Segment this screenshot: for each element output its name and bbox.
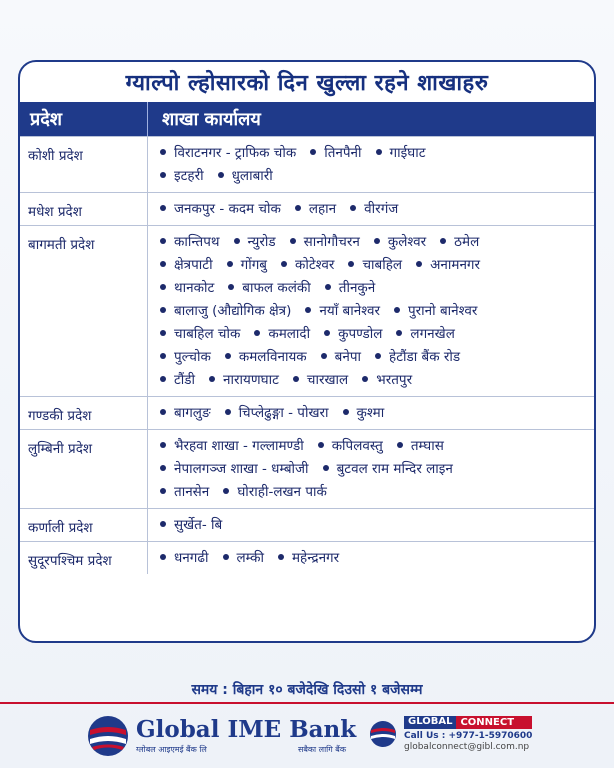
bullet-icon <box>160 149 166 155</box>
bullet-icon <box>350 205 356 211</box>
branch-line <box>158 198 586 221</box>
branch-name: तीनकुने <box>338 280 376 296</box>
branch-list <box>148 430 594 508</box>
branch-name: नयाँ बानेश्वर <box>319 303 380 319</box>
bullet-icon <box>209 376 215 382</box>
branch-name: तिनपैनी <box>324 145 362 161</box>
bullet-icon <box>160 353 166 359</box>
branch-name: कमलादी <box>268 326 311 342</box>
province-name: गण्डकी प्रदेश <box>20 397 148 429</box>
bank-name-nepali: ग्लोबल आइएमई बैंक लि <box>136 744 207 754</box>
branch-line <box>158 323 586 346</box>
page-title: ग्याल्पो ल्होसारको दिन खुल्ला रहने शाखाहरु <box>125 71 489 96</box>
branch-name: भरतपुर <box>376 372 413 388</box>
bullet-icon <box>225 409 231 415</box>
branch-name: नेपालगञ्ज शाखा - धम्बोजी <box>174 461 309 477</box>
province-name: सुदूरपश्चिम प्रदेश <box>20 542 148 574</box>
bullet-icon <box>440 238 446 244</box>
bank-slogan: सबैका लागि बैंक <box>297 744 346 754</box>
divider <box>0 702 614 704</box>
branch-name: लम्की <box>236 550 264 566</box>
branch-name: सुर्खेत- बि <box>174 517 223 533</box>
global-ime-logo <box>86 714 356 758</box>
branch-name: क्षेत्रपाटी <box>174 257 213 273</box>
bullet-icon <box>396 330 402 336</box>
province-name: लुम्बिनी प्रदेश <box>20 430 148 508</box>
bullet-icon <box>234 238 240 244</box>
branch-name: पुल्चोक <box>174 349 211 365</box>
bullet-icon <box>323 465 329 471</box>
branch-line <box>158 481 586 504</box>
bullet-icon <box>305 307 311 313</box>
header-province: प्रदेश <box>20 102 148 136</box>
branch-name: वीरगंज <box>364 201 399 217</box>
bullet-icon <box>343 409 349 415</box>
branch-name: थानकोट <box>174 280 215 296</box>
branch-name: टौंडी <box>174 372 196 388</box>
branch-name: धुलाबारी <box>231 168 273 184</box>
branch-name: बाफल कलंकी <box>242 280 311 296</box>
branch-name: गाईघाट <box>389 145 426 161</box>
branch-name: अनामनगर <box>430 257 481 273</box>
branch-name: चाबहिल <box>362 257 403 273</box>
table-row <box>20 508 594 541</box>
bullet-icon <box>160 409 166 415</box>
branch-name: कपिलवस्तु <box>331 438 383 454</box>
branch-line <box>158 514 586 537</box>
branch-line <box>158 277 586 300</box>
table-header <box>20 102 594 136</box>
bullet-icon <box>374 238 380 244</box>
bullet-icon <box>310 149 316 155</box>
bullet-icon <box>160 238 166 244</box>
branch-name: बनेपा <box>334 349 362 365</box>
branch-name: तम्घास <box>410 438 444 454</box>
bullet-icon <box>394 307 400 313</box>
email-address: globalconnect@gibl.com.np <box>404 742 530 752</box>
time-note: समय : बिहान १० बजेदेखि दिउसो १ बजेसम्म <box>191 682 423 698</box>
table-row <box>20 136 594 192</box>
globe-icon <box>86 714 130 758</box>
branch-line <box>158 346 586 369</box>
bullet-icon <box>160 205 166 211</box>
bullet-icon <box>227 261 233 267</box>
table-body <box>20 136 594 574</box>
bullet-icon <box>290 238 296 244</box>
branch-name: हेटौंडा बैंक रोड <box>389 349 461 365</box>
branch-name: इटहरी <box>174 168 204 184</box>
branch-name: घोराही-लखन पार्क <box>237 484 327 500</box>
branch-list <box>148 509 594 541</box>
table-row <box>20 429 594 508</box>
branch-line <box>158 369 586 392</box>
branch-name: कोटेश्वर <box>295 257 335 273</box>
bullet-icon <box>160 554 166 560</box>
bullet-icon <box>281 261 287 267</box>
branch-name: विराटनगर - ट्राफिक चोक <box>174 145 297 161</box>
bullet-icon <box>325 284 331 290</box>
province-name: बागमती प्रदेश <box>20 226 148 396</box>
branch-name: न्युरोड <box>247 234 276 250</box>
bullet-icon <box>160 330 166 336</box>
branch-line <box>158 300 586 323</box>
bullet-icon <box>416 261 422 267</box>
branch-name: चिप्लेढुङ्गा - पोखरा <box>238 405 329 421</box>
branch-name: ठमेल <box>454 234 480 250</box>
bullet-icon <box>375 353 381 359</box>
bullet-icon <box>228 284 234 290</box>
connect-globe-icon <box>368 719 398 749</box>
bullet-icon <box>160 307 166 313</box>
bullet-icon <box>160 172 166 178</box>
header-branch: शाखा कार्यालय <box>162 109 261 130</box>
bullet-icon <box>225 353 231 359</box>
bullet-icon <box>160 284 166 290</box>
bullet-icon <box>160 521 166 527</box>
bullet-icon <box>254 330 260 336</box>
bullet-icon <box>376 149 382 155</box>
branch-list <box>148 226 594 396</box>
branch-list <box>148 542 594 574</box>
branch-line <box>158 547 586 570</box>
province-name: कोशी प्रदेश <box>20 137 148 192</box>
bank-name: Global IME Bank <box>136 715 357 743</box>
branch-name: कुश्मा <box>356 405 385 421</box>
branch-name: बुटवल राम मन्दिर लाइन <box>336 461 453 477</box>
bullet-icon <box>362 376 368 382</box>
global-connect-badge: GLOBAL CONNECT <box>404 716 532 729</box>
bullet-icon <box>324 330 330 336</box>
branch-name: लहान <box>308 201 337 217</box>
branch-line <box>158 165 586 188</box>
branch-name: नारायणघाट <box>223 372 279 388</box>
branch-line <box>158 142 586 165</box>
bullet-icon <box>278 554 284 560</box>
branch-name: बालाजु (औद्योगिक क्षेत्र) <box>174 303 292 319</box>
branch-name: कान्तिपथ <box>174 234 220 250</box>
branch-list <box>148 137 594 192</box>
province-name: मधेश प्रदेश <box>20 193 148 225</box>
bullet-icon <box>160 465 166 471</box>
branch-line <box>158 435 586 458</box>
branch-name: गोंगबु <box>240 257 268 273</box>
branch-name: पुरानो बानेश्वर <box>407 303 478 319</box>
footer <box>0 706 614 768</box>
bullet-icon <box>348 261 354 267</box>
branch-line <box>158 254 586 277</box>
branch-name: चाबहिल चोक <box>174 326 241 342</box>
bullet-icon <box>160 376 166 382</box>
phone-number: Call Us : +977-1-5970600 <box>404 731 533 741</box>
branch-name: कमलविनायक <box>238 349 307 365</box>
table-row <box>20 396 594 429</box>
bullet-icon <box>223 554 229 560</box>
branches-card <box>18 60 596 643</box>
branch-name: कुपण्डोल <box>338 326 383 342</box>
bullet-icon <box>295 205 301 211</box>
table-row <box>20 192 594 225</box>
branch-name: चारखाल <box>306 372 349 388</box>
branch-name: सानोगौचरन <box>303 234 360 250</box>
branch-line <box>158 231 586 254</box>
table-row <box>20 541 594 574</box>
bullet-icon <box>160 488 166 494</box>
bullet-icon <box>218 172 224 178</box>
global-connect-block <box>368 716 532 752</box>
branch-name: तानसेन <box>174 484 210 500</box>
branch-line <box>158 402 586 425</box>
bullet-icon <box>321 353 327 359</box>
branch-name: भैरहवा शाखा - गल्लामण्डी <box>174 438 304 454</box>
branch-list <box>148 397 594 429</box>
bullet-icon <box>223 488 229 494</box>
branch-name: महेन्द्रनगर <box>291 550 340 566</box>
province-name: कर्णाली प्रदेश <box>20 509 148 541</box>
bullet-icon <box>397 442 403 448</box>
branch-name: लगनखेल <box>410 326 455 342</box>
branch-name: कुलेश्वर <box>387 234 427 250</box>
bullet-icon <box>318 442 324 448</box>
bullet-icon <box>160 261 166 267</box>
bullet-icon <box>293 376 299 382</box>
bullet-icon <box>160 442 166 448</box>
branch-name: बागलुङ <box>174 405 211 421</box>
table-row <box>20 225 594 396</box>
branch-name: जनकपुर - कदम चोक <box>174 201 281 217</box>
branch-name: धनगढी <box>174 550 209 566</box>
branch-line <box>158 458 586 481</box>
branch-list <box>148 193 594 225</box>
